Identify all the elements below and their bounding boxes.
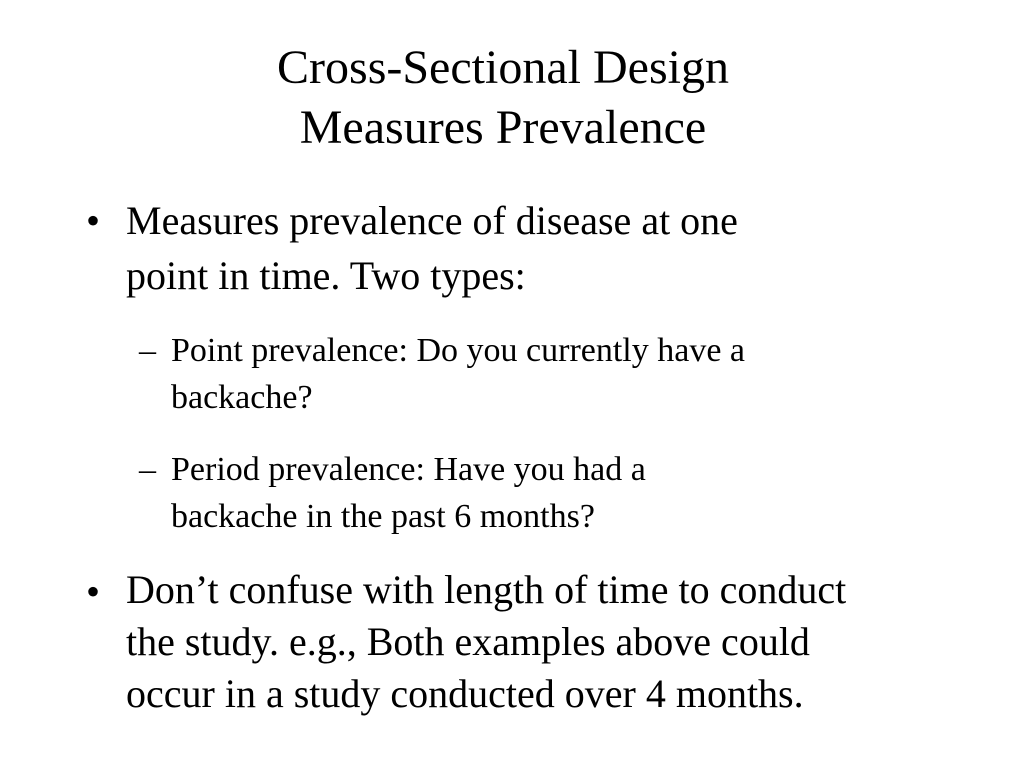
sub-bullet-text bbox=[171, 327, 991, 421]
sub-bullet-text-line: Point prevalence: Do you currently have a bbox=[171, 332, 746, 369]
sub-bullet-marker: – bbox=[139, 451, 156, 488]
sub-bullet-text-line: backache in the past 6 months? bbox=[171, 498, 595, 535]
bullet-text-line: point in time. Two types: bbox=[126, 253, 526, 298]
slide-title bbox=[0, 38, 1006, 158]
sub-bullet-text-line: Period prevalence: Have you had a bbox=[171, 451, 646, 488]
bullet-marker: • bbox=[86, 198, 101, 243]
bullet-text bbox=[126, 564, 986, 720]
bullet-text-line: occur in a study conducted over 4 months. bbox=[126, 671, 804, 716]
title-line-1: Cross-Sectional Design bbox=[277, 41, 729, 94]
title-line-2: Measures Prevalence bbox=[299, 101, 707, 154]
bullet-text bbox=[126, 193, 986, 303]
bullet-text-line: the study. e.g., Both examples above could bbox=[126, 619, 810, 664]
bullet-text-line: Measures prevalence of disease at one bbox=[126, 198, 738, 243]
sub-bullet-text-line: backache? bbox=[171, 379, 313, 416]
bullet-text-line: Don’t confuse with length of time to conduct bbox=[126, 567, 847, 612]
sub-bullet-marker: – bbox=[139, 332, 156, 369]
bullet-marker: • bbox=[86, 569, 101, 614]
sub-bullet-text bbox=[171, 446, 991, 540]
